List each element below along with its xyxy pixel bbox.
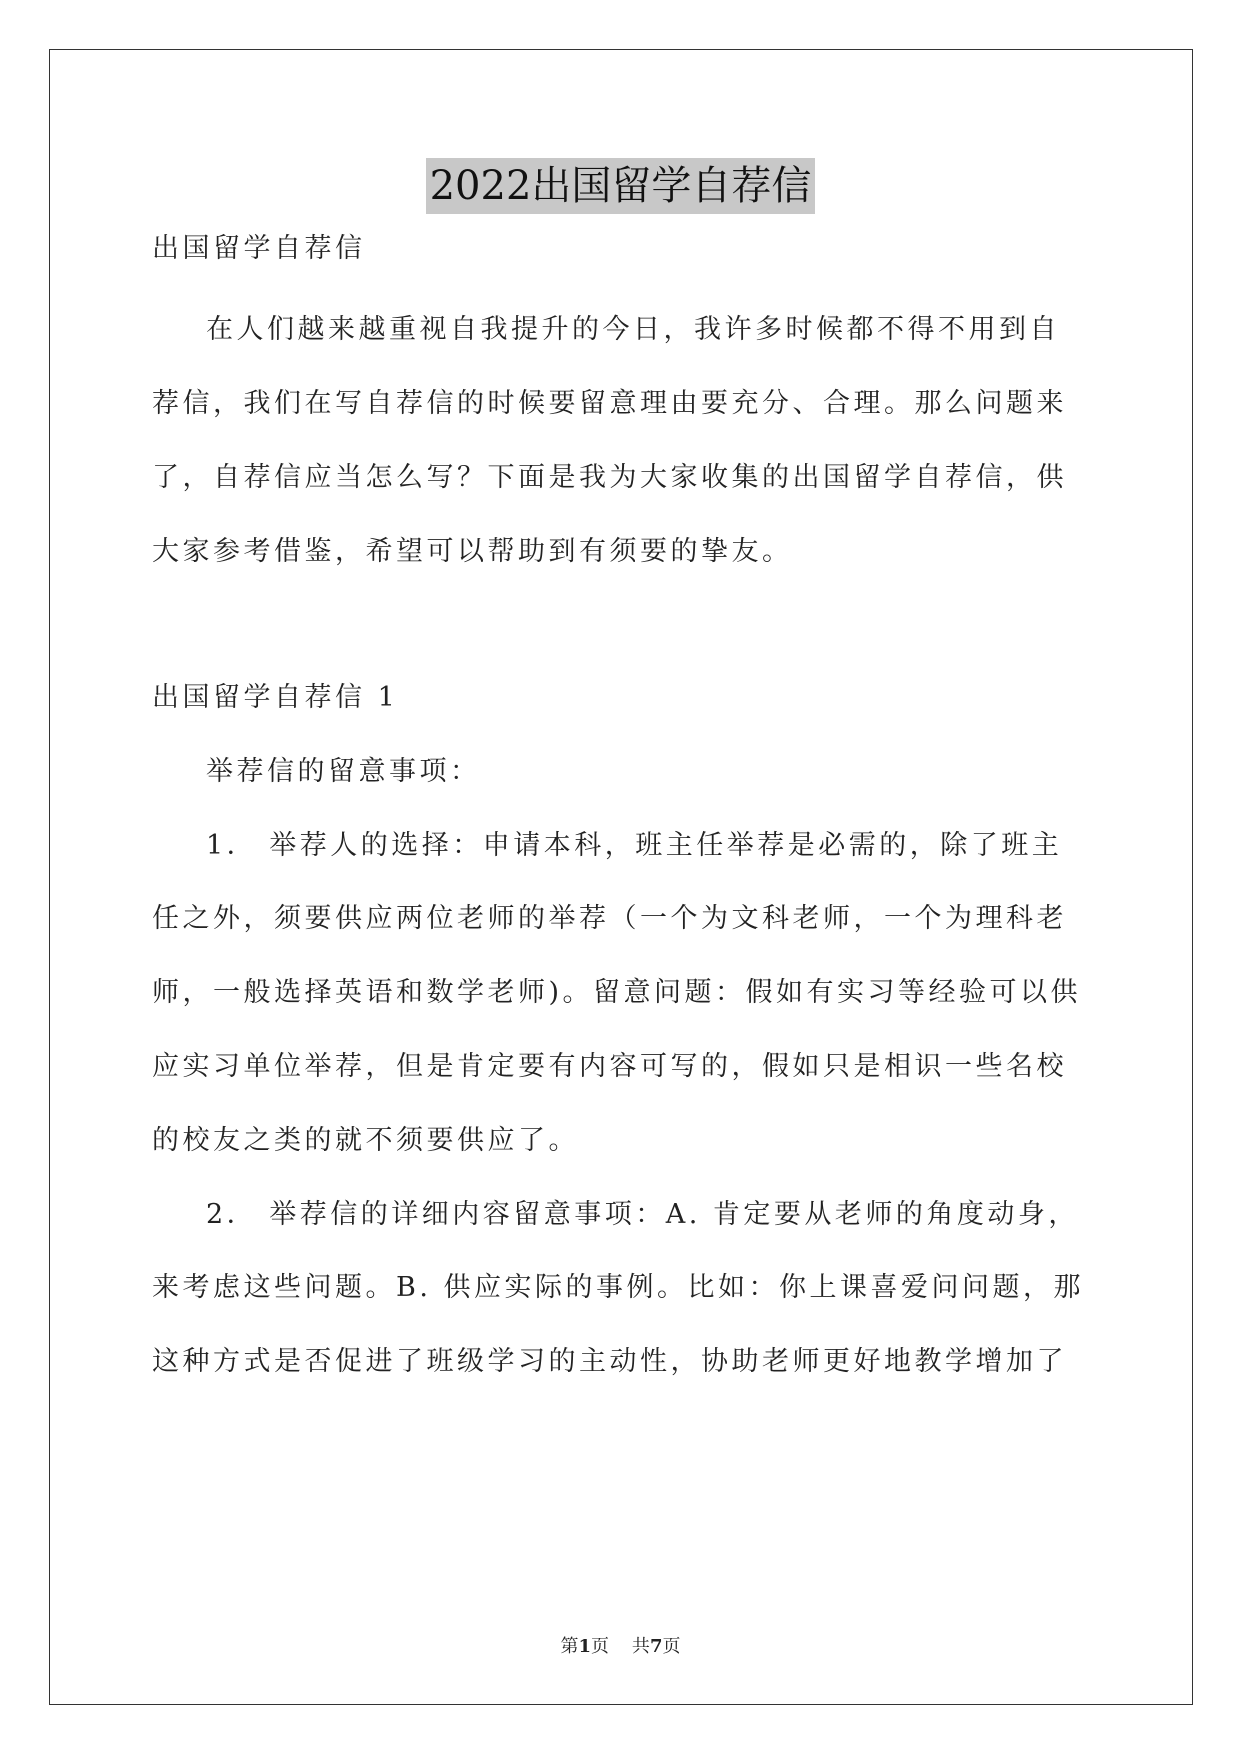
intro-heading: 出国留学自荐信 [152, 233, 366, 264]
footer-prefix: 第 [560, 1636, 579, 1657]
section-heading: 出国留学自荐信 1 [152, 682, 399, 713]
footer-middle: 页 共 [591, 1636, 650, 1657]
paragraph-line: 大家参考借鉴，希望可以帮助到有须要的挚友。 [152, 536, 793, 567]
list-item-2-line: 2． 举荐信的详细内容留意事项：A. 肯定要从老师的角度动身， [206, 1199, 1079, 1230]
footer-total-pages: 7 [649, 1636, 663, 1657]
title-area [0, 158, 1241, 214]
document-title: 2022出国留学自荐信 [426, 158, 816, 214]
paragraph-line: 师，一般选择英语和数学老师)。留意问题：假如有实习等经验可以供 [152, 977, 1082, 1008]
paragraph-line: 来考虑这些问题。B. 供应实际的事例。比如：你上课喜爱问问题，那 [152, 1272, 1085, 1303]
paragraph-line: 的校友之类的就不须要供应了。 [152, 1125, 579, 1156]
footer-suffix: 页 [662, 1636, 681, 1657]
paragraph-line: 举荐信的留意事项： [206, 756, 481, 787]
paragraph-line: 应实习单位举荐，但是肯定要有内容可写的，假如只是相识一些名校 [152, 1051, 1067, 1082]
footer-page-number: 1 [578, 1636, 592, 1657]
paragraph-line: 了，自荐信应当怎么写？下面是我为大家收集的出国留学自荐信，供 [152, 462, 1067, 493]
paragraph-line: 荐信，我们在写自荐信的时候要留意理由要充分、合理。那么问题来 [152, 388, 1067, 419]
paragraph-line: 在人们越来越重视自我提升的今日，我许多时候都不得不用到自 [206, 314, 1060, 345]
paragraph-line: 这种方式是否促进了班级学习的主动性，协助老师更好地教学增加了 [152, 1346, 1067, 1377]
page-border [49, 49, 1193, 1705]
paragraph-line: 任之外，须要供应两位老师的举荐（一个为文科老师，一个为理科老 [152, 903, 1067, 934]
list-item-1-line: 1． 举荐人的选择：申请本科，班主任举荐是必需的，除了班主 [206, 830, 1063, 861]
page-footer [0, 1632, 1241, 1658]
